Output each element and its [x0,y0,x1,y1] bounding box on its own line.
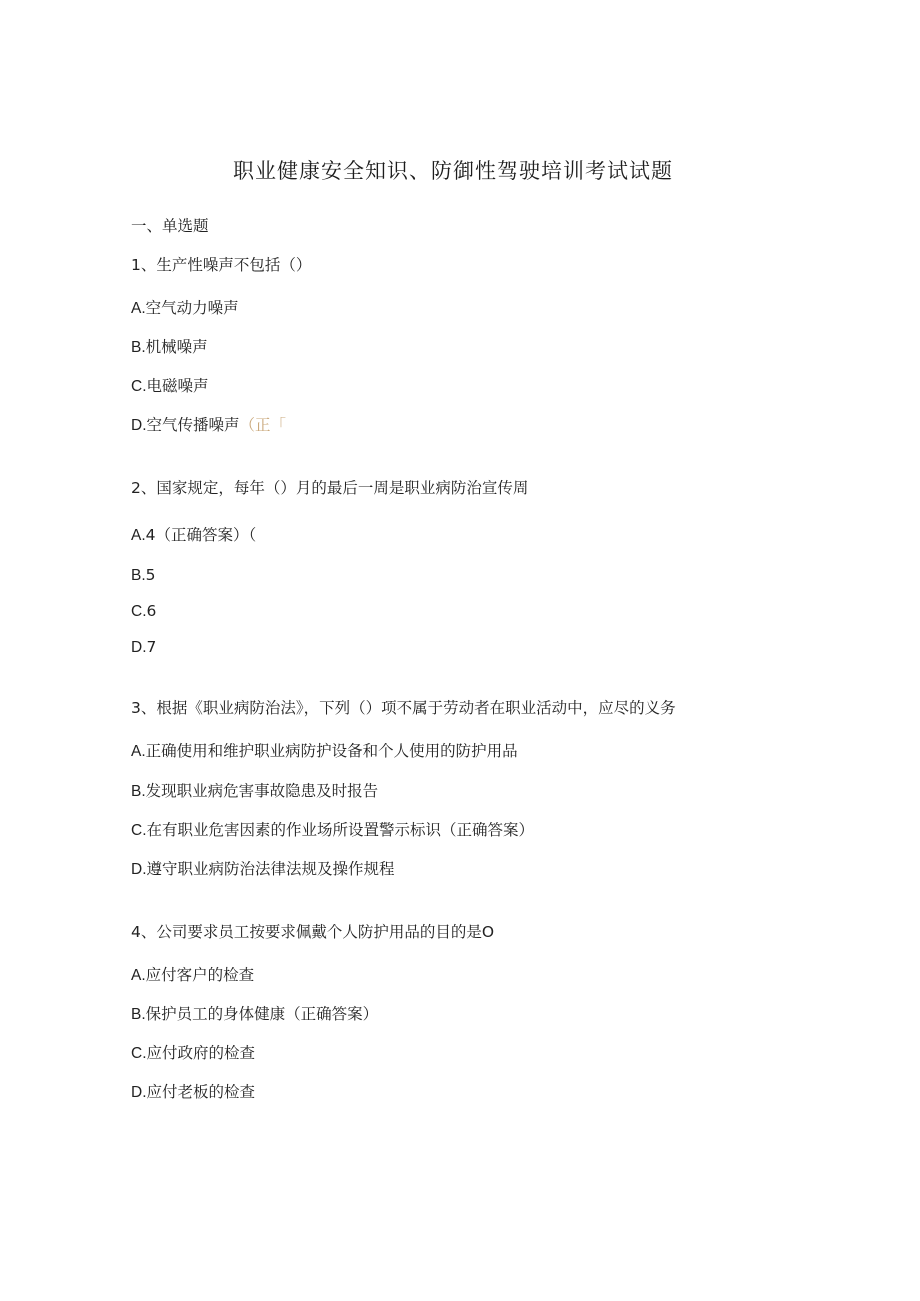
option-text: 应付政府的检查 [146,1044,256,1062]
option-text: 应付客户的检查 [145,966,255,984]
option-text: 5 [145,566,156,584]
option-text: 空气动力噪声 [145,299,239,317]
question-2-stem: 2、国家规定，每年（）月的最后一周是职业病防治宣传周 [131,479,529,497]
option-text: 应付老板的检查 [146,1083,256,1101]
option-text: 电磁噪声 [146,377,209,395]
question-2-option-a [131,525,256,546]
question-1-stem: 1、生产性噪声不包括（） [131,256,312,274]
option-key: B. [131,339,146,356]
question-2-option-c [131,601,156,622]
section-heading: 一、单选题 [131,217,209,235]
question-4-option-a [131,965,254,986]
option-key: B. [131,1006,146,1023]
page-title: 职业健康安全知识、防御性驾驶培训考试试题 [233,159,673,183]
option-key: D. [131,861,147,878]
option-text: 保护员工的身体健康（正确答案） [145,1005,379,1023]
question-3-option-c [131,820,534,841]
question-2-option-d [131,637,156,658]
question-3-stem: 3、根据《职业病防治法》，下列（）项不属于劳动者在职业活动中，应尽的义务 [131,699,676,717]
question-3-option-d [131,859,395,880]
option-text: 6 [146,602,157,620]
question-1-option-b [131,337,208,358]
option-text: 4（正确答案）（ [145,526,257,544]
option-text: 发现职业病危害事故隐患及时报告 [145,782,379,800]
question-1-option-a [131,298,239,319]
option-key: B. [131,783,146,800]
option-text: 机械噪声 [145,338,208,356]
question-4-option-d [131,1082,255,1103]
option-key: A. [131,967,146,984]
option-text: 正确使用和维护职业病防护设备和个人使用的防护用品 [145,742,518,760]
option-key: D. [131,417,147,434]
question-3-option-a [131,741,518,762]
question-4-option-c [131,1043,255,1064]
option-key: C. [131,1045,147,1062]
faint-answer-mark: （正「 [239,416,287,434]
option-text: 在有职业危害因素的作业场所设置警示标识（正确答案） [146,821,535,839]
option-key: A. [131,743,146,760]
question-1-option-c [131,376,209,397]
question-3-option-b [131,781,378,802]
option-key: D. [131,1084,147,1101]
option-text: 遵守职业病防治法律法规及操作规程 [146,860,395,878]
option-key: A. [131,527,146,544]
option-key: D. [131,639,147,656]
option-key: C. [131,822,147,839]
option-key: B. [131,567,146,584]
option-key: A. [131,300,146,317]
option-key: C. [131,378,147,395]
option-text: 7 [146,638,157,656]
question-2-option-b [131,565,156,586]
question-4-stem: 4、公司要求员工按要求佩戴个人防护用品的目的是O [131,923,495,941]
option-text: 空气传播噪声 [146,416,240,434]
question-4-option-b [131,1004,378,1025]
option-key: C. [131,603,147,620]
question-1-option-d [131,415,286,436]
